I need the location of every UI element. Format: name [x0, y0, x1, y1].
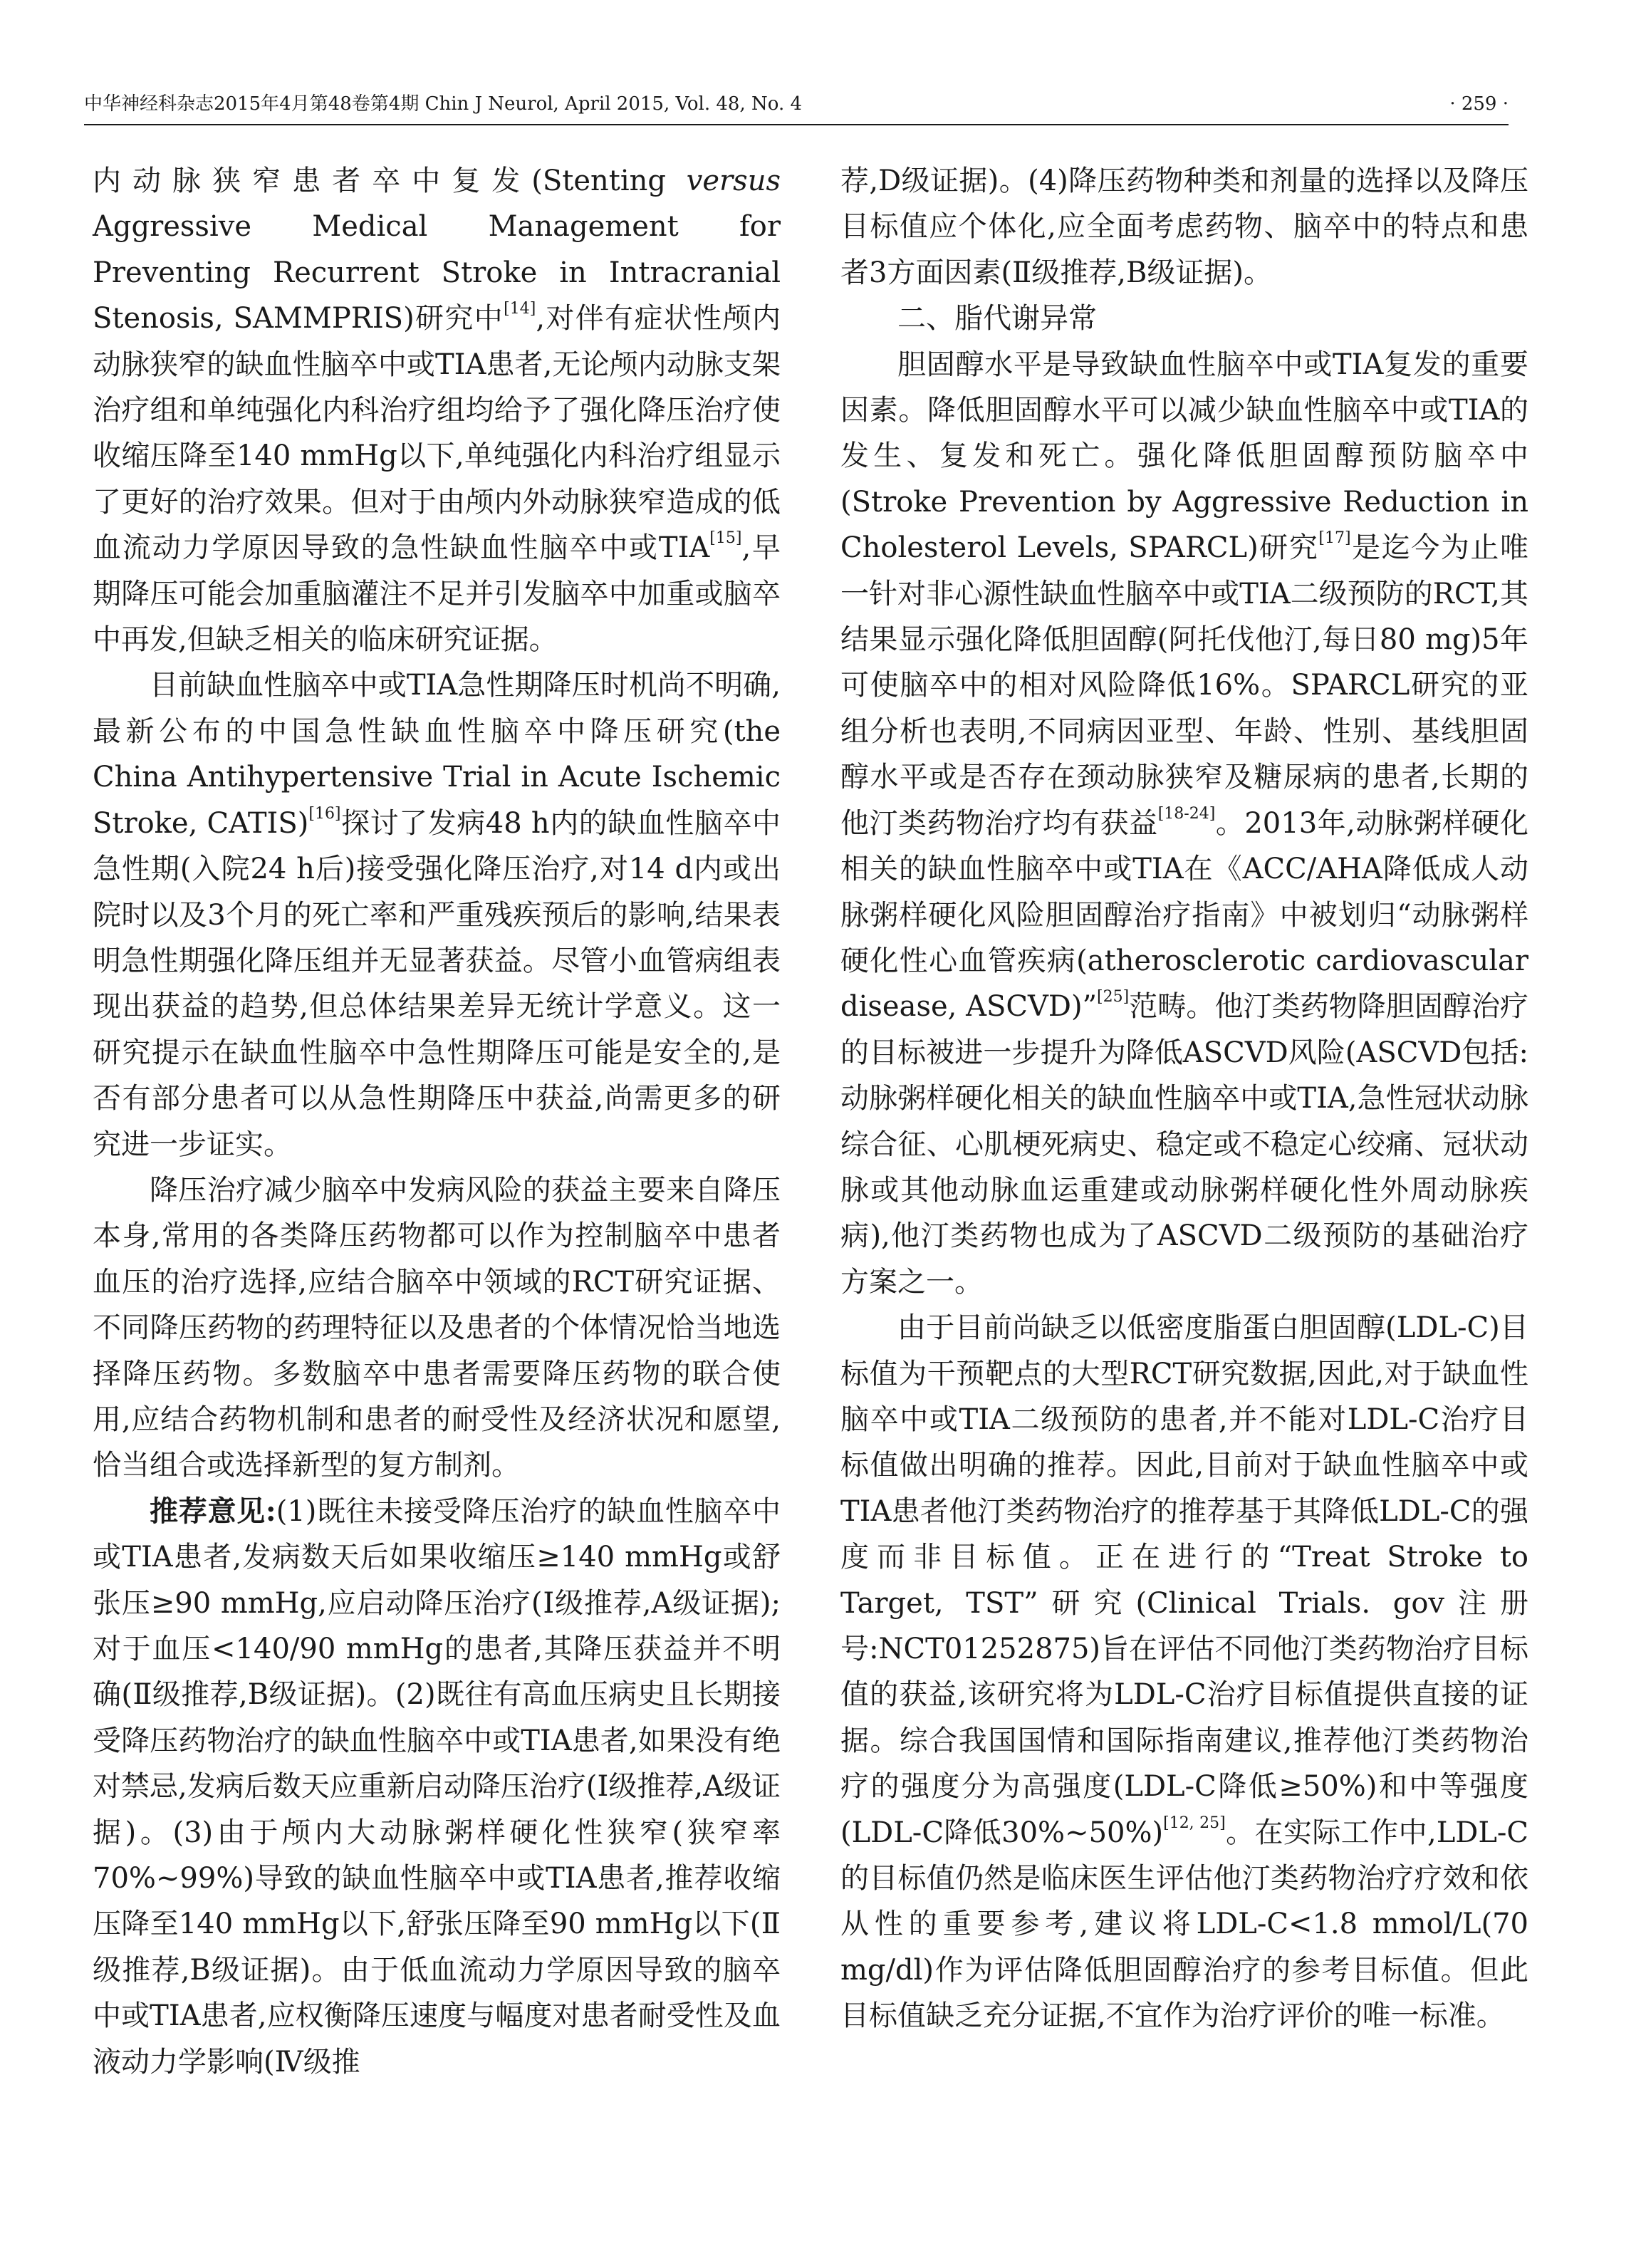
citation-ref: [14]: [504, 300, 536, 318]
paragraph-recommendations: [93, 1489, 781, 2085]
citation-ref: [18-24]: [1157, 804, 1216, 823]
recommendation-label: 推荐意见:: [150, 1494, 276, 1528]
text-run: 。在实际工作中,LDL-C的目标值仍然是临床医生评估他汀类药物治疗疗效和依从性的重要参考,建议将LDL-C<1.8 mmol/L(70 mg/dl)作为评估降低胆固醇治疗的参考目标值。但此目标值缺乏充分证据,不宜作为治疗评价的唯一标准。: [840, 1816, 1529, 2033]
citation-ref: [16]: [308, 804, 341, 823]
text-run: 探讨了发病48 h内的缺血性脑卒中急性期(入院24 h后)接受强化降压治疗,对14 d内或出院时以及3个月的死亡率和严重残疾预后的影响,结果表明急性期强化降压组并无显著获益。尽管小血管病组表现出获益的趋势,但总体结果差异无统计学意义。这一研究提示在缺血性脑卒中急性期降压可能是安全的,是否有部分患者可以从急性期降压中获益,尚需更多的研究进一步证实。: [93, 806, 781, 1161]
text-run: ,早期降压可能会加重脑灌注不足并引发脑卒中加重或脑卒中再发,但缺乏相关的临床研究证据。: [93, 531, 781, 657]
header-rule: [84, 124, 1509, 125]
left-column: [93, 158, 781, 2085]
citation-ref: [15]: [709, 529, 742, 548]
citation-ref: [17]: [1318, 529, 1351, 548]
text-run: 由于目前尚缺乏以低密度脂蛋白胆固醇(LDL-C)目标值为干预靶点的大型RCT研究数据,因此,对于缺血性脑卒中或TIA二级预防的患者,并不能对LDL-C治疗目标值做出明确的推荐。因此,目前对于缺血性脑卒中或TIA患者他汀类药物治疗的推荐基于其降低LDL-C的强度而非目标值。正在进行的“Treat Stroke to Target, TST”研究(Clinical Trials. gov注册号:NCT01252875)旨在评估不同他汀类药物治疗目标值的获益,该研究将为LDL-C治疗目标值提供直接的证据。综合我国国情和国际指南建议,推荐他汀类药物治疗的强度分为高强度(LDL-C降低≥50%)和中等强度(LDL-C降低30%~50%): [840, 1311, 1528, 1849]
text-run: ,对伴有症状性颅内动脉狭窄的缺血性脑卒中或TIA患者,无论颅内动脉支架治疗组和单纯强化内科治疗组均给予了强化降压治疗使收缩压降至140 mmHg以下,单纯强化内科治疗组显示了更好的治疗效果。但对于由颅内外动脉狭窄造成的低血流动力学原因导致的急性缺血性脑卒中或TIA: [93, 302, 781, 565]
citation-ref: [25]: [1097, 988, 1130, 1006]
citation-ref: [12, 25]: [1163, 1814, 1226, 1832]
text-run: 胆固醇水平是导致缺血性脑卒中或TIA复发的重要因素。降低胆固醇水平可以减少缺血性脑卒中或TIA的发生、复发和死亡。强化降低胆固醇预防脑卒中(Stroke Prevention by Aggressive Reduction in Cholesterol Levels, SPARCL)研究: [840, 348, 1528, 565]
text-run: 内动脉狭窄患者卒中复发(Stenting: [93, 165, 687, 197]
paragraph-antihypertensive-choice: 降压治疗减少脑卒中发病风险的获益主要来自降压本身,常用的各类降压药物都可以作为控制脑卒中患者血压的治疗选择,应结合脑卒中领域的RCT研究证据、不同降压药物的药理特征以及患者的个体情况恰当地选择降压药物。多数脑卒中患者需要降压药物的联合使用,应结合药物机制和患者的耐受性及经济状况和愿望,恰当组合或选择新型的复方制剂。: [93, 1173, 781, 1482]
right-column: [840, 158, 1528, 2039]
text-run: 目前缺血性脑卒中或TIA急性期降压时机尚不明确,最新公布的中国急性缺血性脑卒中降压研究(the China Antihypertensive Trial in Acute Ischemic Stroke, CATIS): [93, 669, 781, 840]
text-run: Aggressive Medical Management for Preventing Recurrent Stroke in Intracranial Stenosis, SAMMPRIS)研究中: [93, 210, 781, 335]
text-run: 是迄今为止唯一针对非心源性缺血性脑卒中或TIA二级预防的RCT,其结果显示强化降低胆固醇(阿托伐他汀,每日80 mg)5年可使脑卒中的相对风险降低16%。SPARCL研究的亚组分析也表明,不同病因亚型、年龄、性别、基线胆固醇水平或是否存在颈动脉狭窄及糖尿病的患者,长期的他汀类药物治疗均有获益: [840, 531, 1529, 840]
paragraph-recommendations-continued: 荐,D级证据)。(4)降压药物种类和剂量的选择以及降压目标值应个体化,应全面考虑药物、脑卒中的特点和患者3方面因素(Ⅱ级推荐,B级证据)。: [840, 165, 1528, 289]
paragraph-ldl-target: [840, 1305, 1528, 2039]
text-run: 范畴。他汀类药物降胆固醇治疗的目标被进一步提升为降低ASCVD风险(ASCVD包括:动脉粥样硬化相关的缺血性脑卒中或TIA,急性冠状动脉综合征、心肌梗死病史、稳定或不稳定心绞痛、冠状动脉或其他动脉血运重建或动脉粥样硬化性外周动脉疾病),他汀类药物也成为了ASCVD二级预防的基础治疗方案之一。: [840, 990, 1529, 1299]
paragraph-sparcl: [840, 342, 1528, 1306]
page-number: · 259 ·: [1449, 93, 1509, 115]
paragraph-catis: [93, 662, 781, 1167]
italic-versus: versus: [686, 165, 781, 197]
text-run: 。2013年,动脉粥样硬化相关的缺血性脑卒中或TIA在《ACC/AHA降低成人动脉粥样硬化风险胆固醇治疗指南》中被划归“动脉粥样硬化性心血管疾病(atherosclerotic cardiovascular disease, ASCVD)”: [840, 806, 1529, 1024]
running-header: [84, 90, 1509, 118]
journal-citation: 中华神经科杂志2015年4月第48卷第4期 Chin J Neurol, April 2015, Vol. 48, No. 4: [84, 93, 803, 115]
paragraph-sammpris: [93, 158, 781, 662]
text-run: (1)既往未接受降压治疗的缺血性脑卒中或TIA患者,发病数天后如果收缩压≥140 mmHg或舒张压≥90 mmHg,应启动降压治疗(Ⅰ级推荐,A级证据);对于血压<140/90 mmHg的患者,其降压获益并不明确(Ⅱ级推荐,B级证据)。(2)既往有高血压病史且长期接受降压药物治疗的缺血性脑卒中或TIA患者,如果没有绝对禁忌,发病后数天应重新启动降压治疗(Ⅰ级推荐,A级证据)。(3)由于颅内大动脉粥样硬化性狭窄(狭窄率70%~99%)导致的缺血性脑卒中或TIA患者,推荐收缩压降至140 mmHg以下,舒张压降至90 mmHg以下(Ⅱ级推荐,B级证据)。由于低血流动力学原因导致的脑卒中或TIA患者,应权衡降压速度与幅度对患者耐受性及血液动力学影响(Ⅳ级推: [93, 1494, 781, 2079]
section-heading-lipid: 二、脂代谢异常: [897, 302, 1097, 335]
